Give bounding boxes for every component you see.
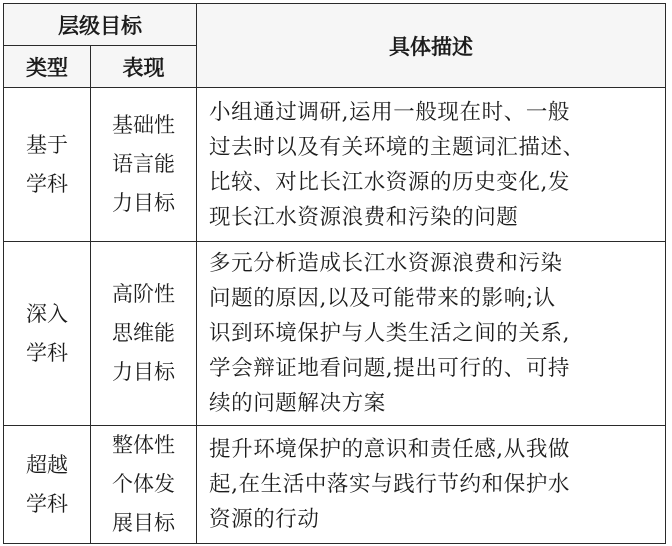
type-header: 类型 (4, 46, 91, 88)
type-cell (4, 426, 91, 544)
type-line: 学科 (26, 491, 68, 516)
type-line: 深入 (26, 301, 68, 326)
description-line: 比较、对比长江水资源的历史变化,发 (209, 169, 571, 195)
description-line: 现长江水资源浪费和污染的问题 (209, 204, 519, 230)
header-row-top (4, 4, 666, 46)
type-cell (4, 88, 91, 242)
performance-line: 展目标 (112, 511, 175, 535)
goal-level-header: 层级目标 (4, 4, 197, 46)
goals-table (3, 3, 666, 544)
type-line: 基于 (26, 132, 68, 157)
table-row (4, 242, 666, 426)
description-line: 多元分析造成长江水资源浪费和污染 (209, 251, 563, 276)
performance-line: 高阶性 (112, 282, 175, 306)
performance-line: 个体发 (112, 472, 175, 496)
performance-line: 基础性 (112, 113, 175, 137)
performance-header: 表现 (91, 46, 197, 88)
description-line: 资源的行动 (209, 507, 320, 532)
description-line: 提升环境保护的意识和责任感,从我做 (209, 437, 571, 462)
performance-cell (91, 242, 197, 426)
performance-cell (91, 426, 197, 544)
table-row (4, 88, 666, 242)
type-line: 学科 (26, 171, 68, 196)
description-cell (197, 426, 666, 544)
performance-line: 语言能 (112, 152, 175, 176)
description-line: 起,在生活中落实与践行节约和保护水 (209, 472, 571, 497)
performance-line: 力目标 (112, 191, 175, 215)
table-row (4, 426, 666, 544)
description-cell (197, 88, 666, 242)
performance-line: 力目标 (112, 360, 175, 384)
type-line: 超越 (26, 452, 68, 477)
description-line: 学会辩证地看问题,提出可行的、可持 (209, 356, 571, 381)
description-line: 识到环境保护与人类生活之间的关系, (209, 321, 571, 346)
performance-line: 整体性 (112, 433, 175, 457)
description-header: 具体描述 (197, 4, 666, 88)
performance-cell (91, 88, 197, 242)
description-cell (197, 242, 666, 426)
description-line: 小组通过调研,运用一般现在时、一般 (209, 99, 571, 125)
type-cell (4, 242, 91, 426)
performance-line: 思维能 (112, 321, 175, 345)
description-line: 过去时以及有关环境的主题词汇描述、 (209, 134, 585, 160)
type-line: 学科 (26, 340, 68, 365)
description-line: 问题的原因,以及可能带来的影响;认 (209, 286, 556, 311)
description-line: 续的问题解决方案 (209, 391, 386, 416)
